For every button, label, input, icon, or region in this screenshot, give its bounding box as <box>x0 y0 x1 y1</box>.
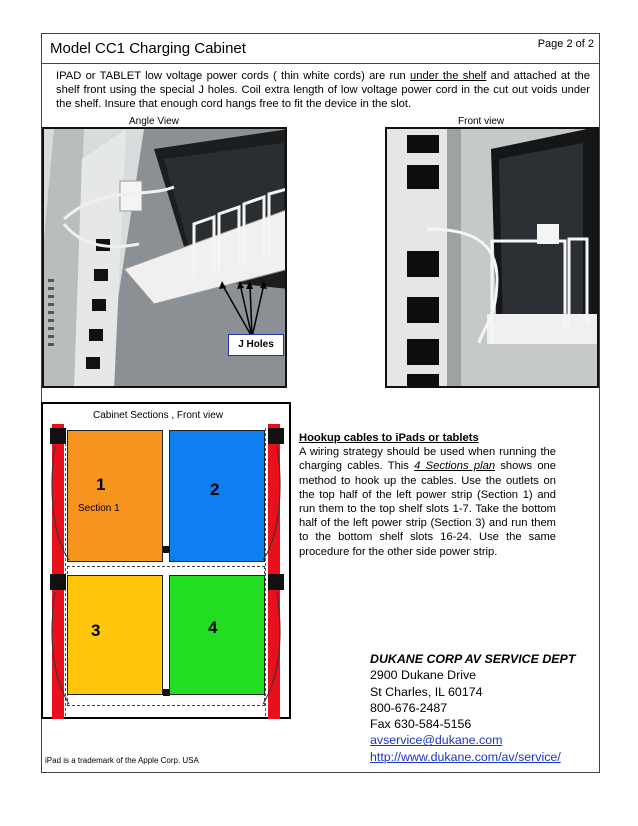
front-view-caption: Front view <box>458 116 505 127</box>
cable-route-curves <box>43 404 289 717</box>
angle-view-photo <box>42 127 287 388</box>
hookup-title: Hookup cables to iPads or tablets <box>299 432 479 444</box>
contact-fax: Fax 630-584-5156 <box>370 717 472 732</box>
intro-paragraph <box>56 69 590 111</box>
cabinet-sections-diagram <box>41 402 291 719</box>
hookup-instructions <box>299 431 556 559</box>
section-4-number: 4 <box>208 618 218 637</box>
contact-phone: 800-676-2487 <box>370 700 448 715</box>
intro-text-2: and attached at the shelf front using the special J holes. Coil extra length of low voltage power cord in the cut out voids under the shelf. Insure that enough cord hangs free to fit the device in the slot. <box>56 70 590 110</box>
page-number: Page 2 of 2 <box>537 38 594 50</box>
section-2-number: 2 <box>210 480 220 499</box>
hookup-body-text-1: A wiring strategy should be used when running the charging cables. This <box>299 446 556 473</box>
front-view-illustration <box>387 129 599 388</box>
hookup-body-text-2: shows one method to hook up the cables. Use the outlets on the top half of the left power strip (Section 1) and run them to the top shelf slots 1-7. Take the bottom half of the left power strip (Section 3) and run them to the bottom shelf slots 16-24. Use the same procedure for the other side power strip. <box>299 460 557 558</box>
section-1-number: 1 <box>96 475 106 494</box>
contact-website-link[interactable]: http://www.dukane.com/av/service/ <box>370 749 561 764</box>
trademark-note: iPad is a trademark of the Apple Corp. USA <box>45 756 199 765</box>
intro-underlined: under the shelf <box>410 70 487 82</box>
contact-city: St Charles, IL 60174 <box>370 684 483 699</box>
j-holes-label: J Holes <box>228 334 284 356</box>
contact-email-link[interactable]: avservice@dukane.com <box>370 733 503 748</box>
diagram-title: Cabinet Sections , Front view <box>93 410 224 421</box>
section-3-number: 3 <box>91 621 101 640</box>
hookup-body <box>299 445 556 559</box>
front-view-photo <box>385 127 599 388</box>
intro-text-1: IPAD or TABLET low voltage power cords ( thin white cords) are run <box>56 70 410 82</box>
contact-department: DUKANE CORP AV SERVICE DEPT <box>370 652 576 666</box>
angle-view-caption: Angle View <box>129 116 179 127</box>
sections-plan-link: 4 Sections plan <box>414 460 496 473</box>
contact-street: 2900 Dukane Drive <box>370 668 477 683</box>
page-title: Model CC1 Charging Cabinet <box>50 40 246 57</box>
header-divider <box>41 63 600 64</box>
contact-block <box>370 651 575 765</box>
section-1-label: Section 1 <box>78 503 120 514</box>
